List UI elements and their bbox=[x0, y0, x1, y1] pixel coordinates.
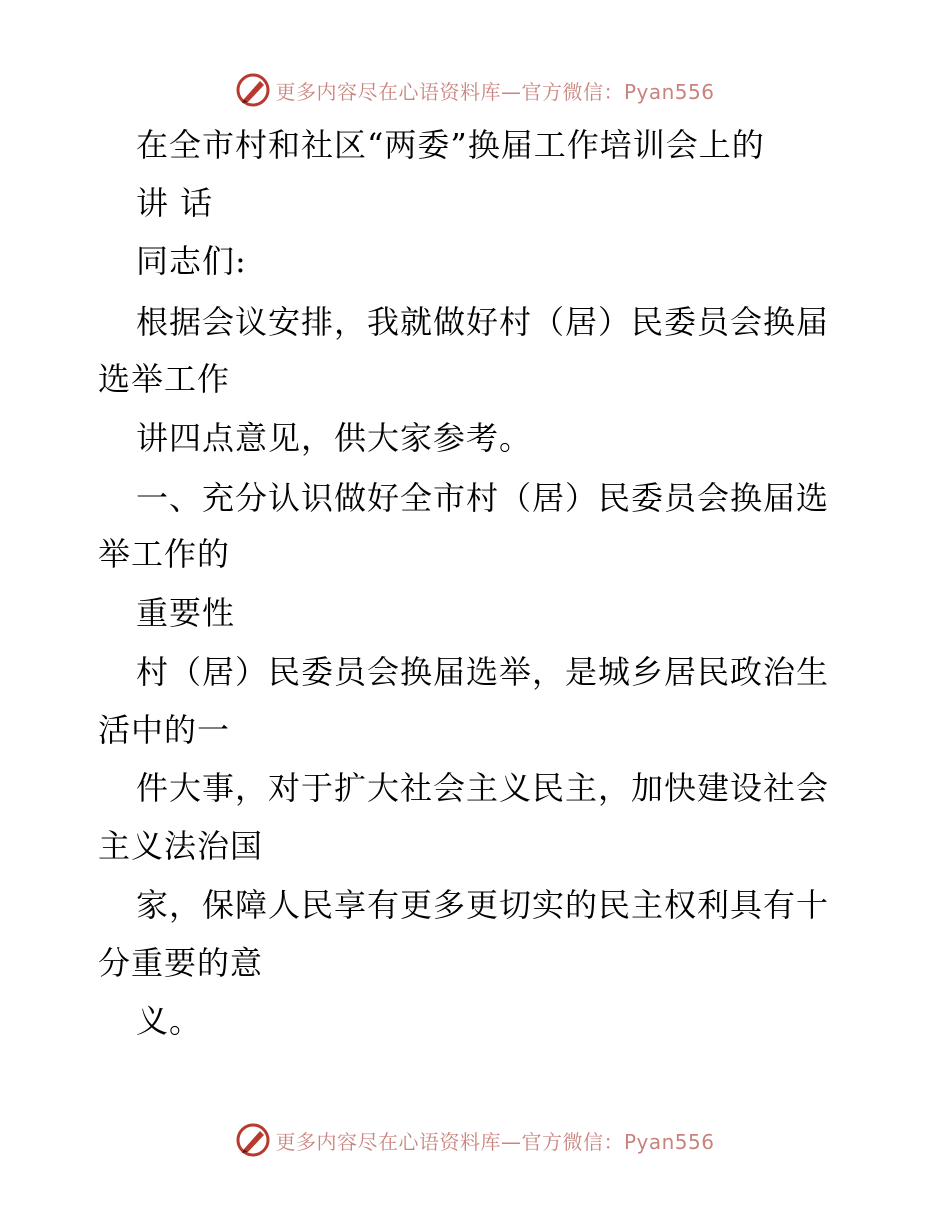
paragraph-line: 村（居）民委员会换届选举，是城乡居民政治生 bbox=[136, 653, 830, 691]
title-line-2: 讲 话 bbox=[136, 184, 214, 222]
section-heading-line: 重要性 bbox=[136, 594, 236, 632]
paragraph-line: 义。 bbox=[136, 1002, 203, 1040]
header-watermark bbox=[0, 70, 950, 110]
paragraph-line: 件大事，对于扩大社会主义民主，加快建设社会 bbox=[136, 769, 830, 807]
title-line-1: 在全市村和社区“两委”换届工作培训会上的 bbox=[136, 126, 765, 164]
paragraph-line: 主义法治国 bbox=[98, 827, 264, 865]
section-heading-line: 举工作的 bbox=[98, 535, 231, 573]
paragraph-line: 家，保障人民享有更多更切实的民主权利具有十 bbox=[136, 886, 830, 924]
salutation: 同志们: bbox=[136, 242, 247, 280]
pen-logo-icon bbox=[235, 72, 271, 108]
watermark-text: 更多内容尽在心语资料库—官方微信：Pyan556 bbox=[275, 1129, 715, 1154]
paragraph-line: 分重要的意 bbox=[98, 944, 264, 982]
paragraph-line: 根据会议安排，我就做好村（居）民委员会换届 bbox=[136, 303, 830, 341]
watermark-text: 更多内容尽在心语资料库—官方微信：Pyan556 bbox=[275, 79, 715, 104]
pen-logo-icon bbox=[235, 1122, 271, 1158]
paragraph-line: 选举工作 bbox=[98, 360, 231, 398]
paragraph-line: 讲四点意见，供大家参考。 bbox=[136, 419, 533, 457]
section-heading-line: 一、充分认识做好全市村（居）民委员会换届选 bbox=[136, 479, 830, 517]
footer-watermark bbox=[0, 1120, 950, 1160]
paragraph-line: 活中的一 bbox=[98, 711, 231, 749]
